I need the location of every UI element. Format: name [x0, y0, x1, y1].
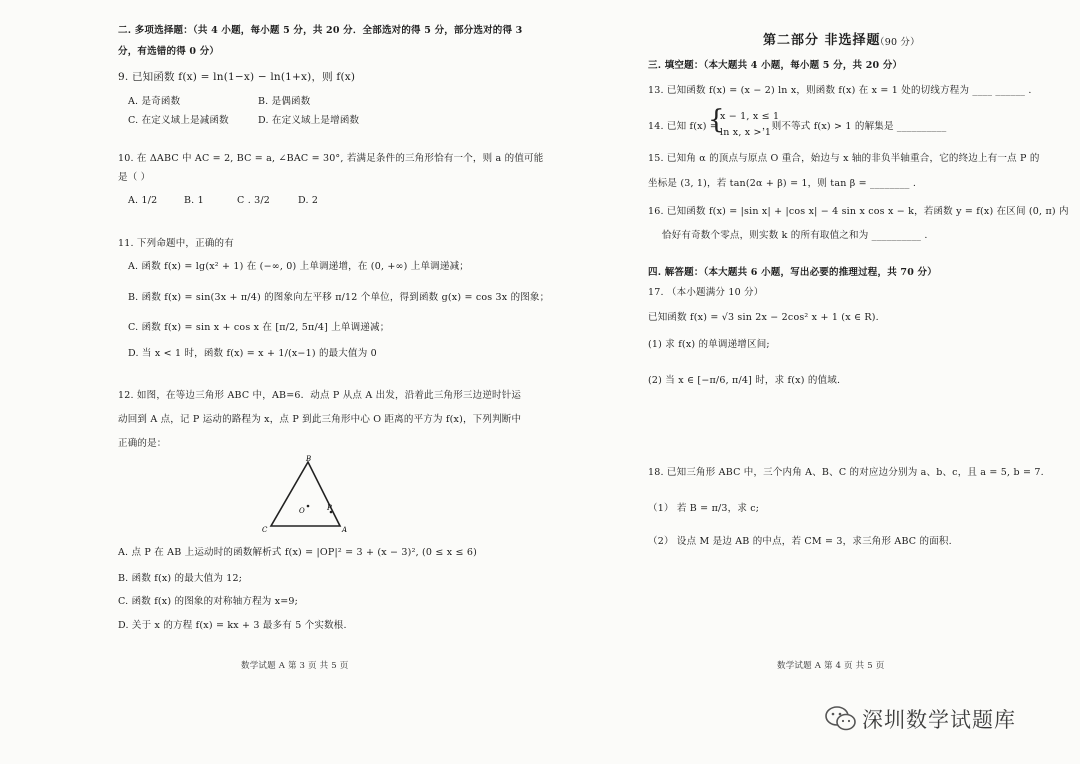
q9-option-b: B. 是偶函数: [258, 96, 311, 107]
q11-option-c: C. 函数 f(x) = sin x + cos x 在 [π/2, 5π/4] 上单调递减；: [128, 322, 390, 333]
part-two-title: 第二部分 非选择题: [763, 33, 881, 48]
section2-header-cont: 分，有选错的得 0 分）: [118, 46, 220, 57]
q12-option-a: A. 点 P 在 AB 上运动时的函数解析式 f(x) = |OP|² = 3 + (x − 3)², (0 ≤ x ≤ 6): [118, 547, 478, 558]
q12-option-d: D. 关于 x 的方程 f(x) = kx + 3 最多有 5 个实数根.: [118, 620, 347, 631]
q14-case1: x − 1, x ≤ 1: [720, 111, 780, 122]
section4-header: 四. 解答题：（本大题共 6 小题，写出必要的推理过程，共 70 分）: [648, 267, 937, 278]
vertex-label-b: B: [306, 455, 312, 463]
q11-option-d: D. 当 x < 1 时，函数 f(x) = x + 1/(x−1) 的最大值为 0: [128, 348, 377, 359]
vertex-label-c: C: [262, 526, 268, 534]
q10-stem-cont: 是（ ）: [118, 172, 151, 183]
q11-stem: 11. 下列命题中，正确的有: [118, 238, 234, 249]
q14-suffix: ，则不等式 f(x) > 1 的解集是 __________: [762, 121, 947, 132]
q18-part2: （2） 设点 M 是边 AB 的中点，若 CM = 3，求三角形 ABC 的面积.: [648, 536, 952, 547]
watermark-text: 深圳数学试题库: [862, 708, 1016, 732]
watermark: [824, 704, 1016, 734]
q12-option-b: B. 函数 f(x) 的最大值为 12;: [118, 573, 243, 584]
q17-part2: (2) 当 x ∈ [−π/6, π/4] 时，求 f(x) 的值域.: [648, 375, 841, 386]
q13: 13. 已知函数 f(x) = (x − 2) ln x，则函数 f(x) 在 x = 1 处的切线方程为 ____ ______ .: [648, 85, 1032, 96]
triangle-figure: [258, 452, 358, 538]
vertex-label-a: A: [342, 526, 348, 534]
q18-part1: （1） 若 B = π/3，求 c;: [648, 503, 760, 514]
q10-stem: 10. 在 ΔABC 中 AC = 2, BC = a, ∠BAC = 30°, 若满足条件的三角形恰有一个，则 a 的值可能: [118, 153, 544, 164]
q10-option-c: C . 3/2: [237, 195, 271, 206]
center-label-o: O: [299, 507, 305, 515]
q14-prefix: 14. 已知 f(x) =: [648, 121, 719, 132]
right-page-footer: 数学试题 A 第 4 页 共 5 页: [777, 661, 885, 671]
q11-option-b: B. 函数 f(x) = sin(3x + π/4) 的图象向左平移 π/12 个单位，得到函数 g(x) = cos 3x 的图象；: [128, 292, 550, 303]
section3-header: 三. 填空题：（本大题共 4 小题，每小题 5 分，共 20 分）: [648, 60, 903, 71]
q10-option-d: D. 2: [298, 195, 319, 206]
q14-brace: {: [708, 105, 725, 135]
q10-option-b: B. 1: [184, 195, 204, 206]
q12-stem: 12. 如图，在等边三角形 ABC 中，AB=6．动点 P 从点 A 出发，沿着此三角形三边逆时针运: [118, 390, 522, 401]
q16: 16. 已知函数 f(x) = |sin x| + |cos x| − 4 sin x cos x − k，若函数 y = f(x) 在区间 (0, π) 内: [648, 206, 1069, 217]
q17-part1: (1) 求 f(x) 的单调递增区间;: [648, 339, 770, 350]
q10-option-a: A. 1/2: [128, 195, 158, 206]
q9-option-a: A. 是奇函数: [128, 96, 181, 107]
q17-stem: 已知函数 f(x) = √3 sin 2x − 2cos² x + 1 (x ∈ R).: [648, 312, 879, 323]
q15: 15. 已知角 α 的顶点与原点 O 重合，始边与 x 轴的非负半轴重合，它的终边上有一点 P 的: [648, 153, 1040, 164]
q9-option-c: C. 在定义域上是减函数: [128, 115, 229, 126]
section2-header: 二. 多项选择题：（共 4 小题，每小题 5 分，共 20 分．全部选对的得 5 分，部分选对的得 3: [118, 25, 523, 36]
q16-cont: 恰好有奇数个零点，则实数 k 的所有取值之和为 __________ .: [662, 230, 928, 241]
q12-stem-line3: 正确的是：: [118, 438, 167, 449]
left-page-footer: 数学试题 A 第 3 页 共 5 页: [241, 661, 349, 671]
point-label-p: P: [327, 504, 332, 512]
wechat-icon: [824, 705, 858, 733]
q12-option-c: C. 函数 f(x) 的图象的对称轴方程为 x=9;: [118, 596, 299, 607]
q11-option-a: A. 函数 f(x) = lg(x² + 1) 在 (−∞, 0) 上单调递增，在 (0, +∞) 上单调递减；: [128, 261, 469, 272]
q9-stem: 9. 已知函数 f(x) = ln(1−x) − ln(1+x)，则 f(x): [118, 71, 356, 83]
q17-title: 17. （本小题满分 10 分）: [648, 287, 764, 298]
part-two-score: （90 分）: [875, 37, 920, 48]
q18-stem: 18. 已知三角形 ABC 中，三个内角 A、B、C 的对应边分别为 a、b、c，且 a = 5, b = 7.: [648, 467, 1044, 478]
q14-case2: ln x, x > 1: [720, 127, 772, 138]
q9-option-d: D. 在定义域上是增函数: [258, 115, 360, 126]
q15-cont: 坐标是 (3, 1)，若 tan(2α + β) = 1，则 tan β = ________ .: [648, 178, 917, 189]
q12-stem-line2: 动回到 A 点，记 P 运动的路程为 x，点 P 到此三角形中心 O 距离的平方为 f(x)，下列判断中: [118, 414, 522, 425]
